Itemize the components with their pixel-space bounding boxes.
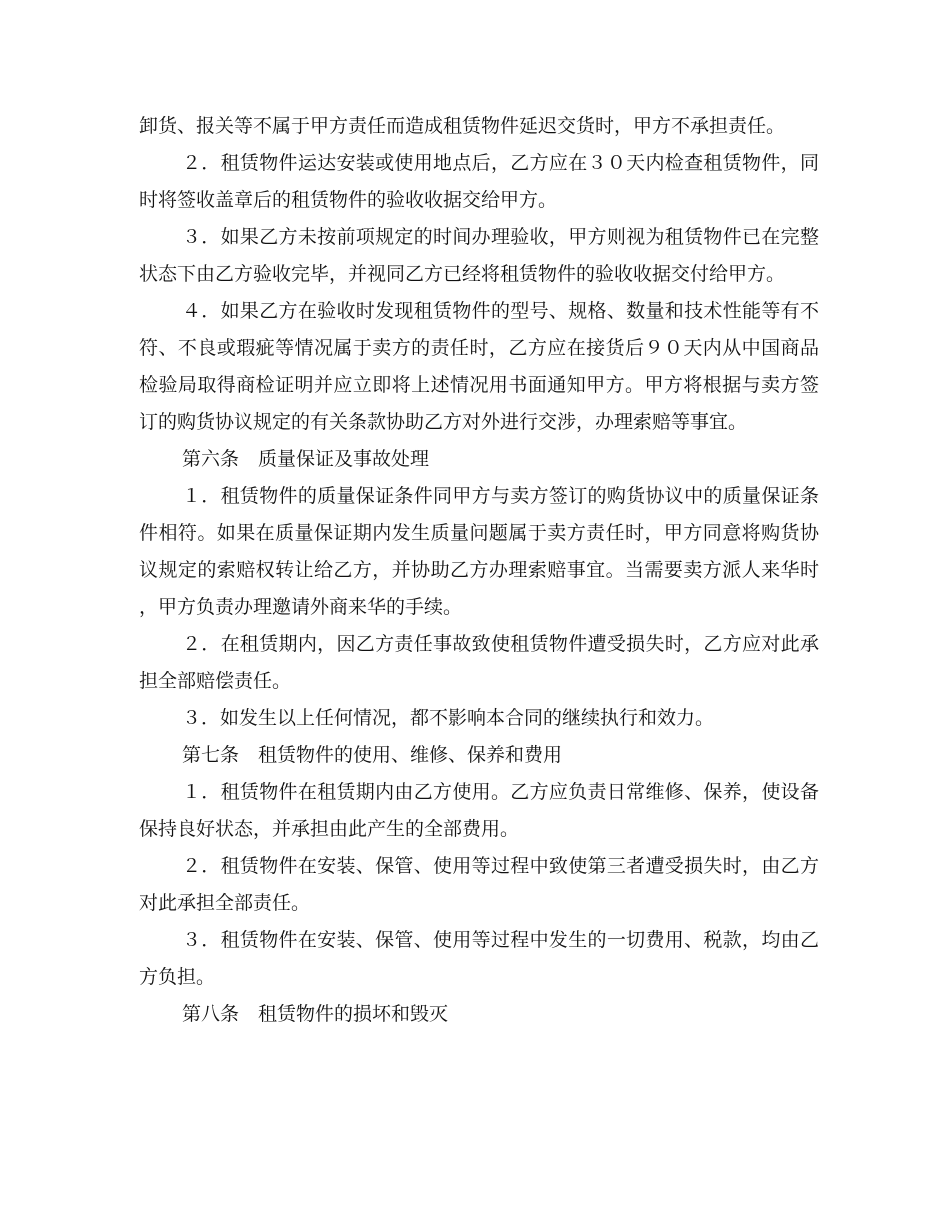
paragraph-item-3: ３．如发生以上任何情况，都不影响本合同的继续执行和效力。	[182, 707, 715, 729]
paragraph-item-2: ２．租赁物件运达安装或使用地点后，乙方应在３０天内检查租赁物件，同时将签收盖章后的租赁物件的验收收据交给甲方。	[139, 152, 819, 211]
paragraph-item-3: ３．租赁物件在安装、保管、使用等过程中发生的一切费用、税款，均由乙方负担。	[139, 929, 819, 988]
paragraph-item-2: ２．在租赁期内，因乙方责任事故致使租赁物件遭受损失时，乙方应对此承担全部赔偿责任。	[139, 633, 819, 692]
paragraph-item-3: ３．如果乙方未按前项规定的时间办理验收，甲方则视为租赁物件已在完整状态下由乙方验收完毕，并视同乙方已经将租赁物件的验收收据交付给甲方。	[139, 226, 819, 285]
section-heading-article-6: 第六条 质量保证及事故处理	[182, 448, 430, 470]
paragraph-continuation: 卸货、报关等不属于甲方责任而造成租赁物件延迟交货时，甲方不承担责任。	[139, 115, 786, 137]
paragraph-item-2: ２．租赁物件在安装、保管、使用等过程中致使第三者遭受损失时，由乙方对此承担全部责任。	[139, 855, 819, 914]
paragraph-item-1: １．租赁物件在租赁期内由乙方使用。乙方应负责日常维修、保养，使设备保持良好状态，并承担由此产生的全部费用。	[139, 781, 819, 840]
section-heading-article-8: 第八条 租赁物件的损坏和毁灭	[182, 1003, 449, 1025]
section-heading-article-7: 第七条 租赁物件的使用、维修、保养和费用	[182, 744, 563, 766]
paragraph-item-1: １．租赁物件的质量保证条件同甲方与卖方签订的购货协议中的质量保证条件相符。如果在质量保证期内发生质量问题属于卖方责任时，甲方同意将购货协议规定的索赔权转让给乙方，并协助乙方办理索赔事宜。当需要卖方派人来华时，甲方负责办理邀请外商来华的手续。	[139, 485, 819, 618]
document-page	[139, 108, 819, 1033]
paragraph-item-4: ４．如果乙方在验收时发现租赁物件的型号、规格、数量和技术性能等有不符、不良或瑕疵等情况属于卖方的责任时，乙方应在接货后９０天内从中国商品检验局取得商检证明并应立即将上述情况用书面通知甲方。甲方将根据与卖方签订的购货协议规定的有关条款协助乙方对外进行交涉，办理索赔等事宜。	[139, 300, 819, 433]
